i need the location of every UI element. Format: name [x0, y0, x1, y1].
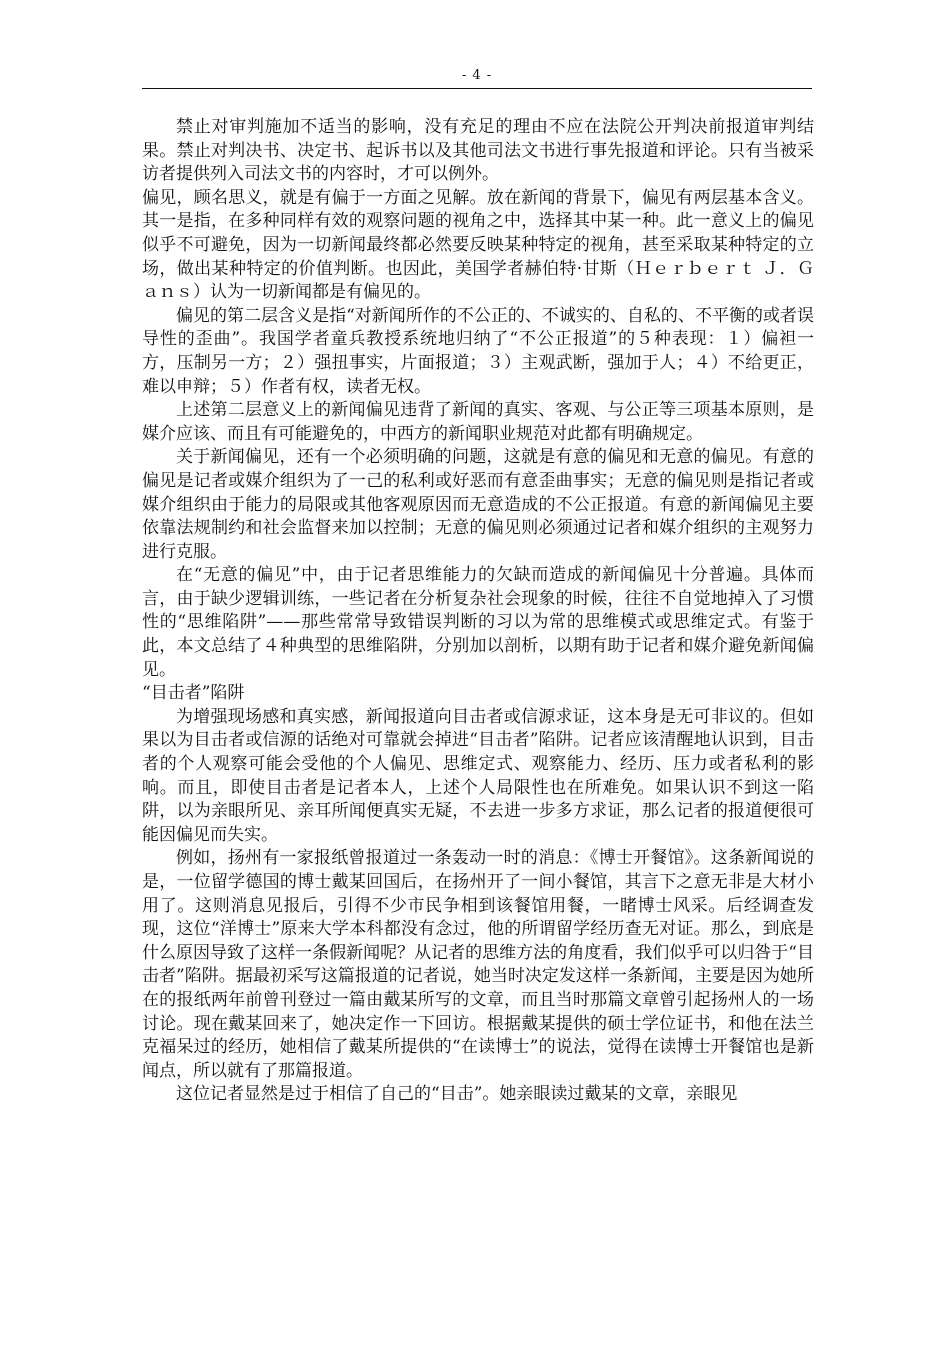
- section-heading-witness-trap: “目击者”陷阱: [142, 683, 245, 704]
- body-text: [142, 116, 814, 1107]
- paragraph-bias-second-meaning: 偏见的第二层含义是指“对新闻所作的不公正的、不诚实的、自私的、不平衡的或者误导性的歪曲”。我国学者童兵教授系统地归纳了“不公正报道”的５种表现：１）偏袒一方，压制另一方；２）强扭事实，片面报道；３）主观武断，强加于人；４）不给更正，难以申辩；５）作者有权，读者无权。: [142, 305, 814, 397]
- paragraph-thinking-traps: 在“无意的偏见”中，由于记者思维能力的欠缺而造成的新闻偏见十分普遍。具体而言，由于缺少逻辑训练，一些记者在分析复杂社会现象的时候，往往不自觉地掉入了习惯性的“思维陷阱”——那些常常导致错误判断的习以为常的思维模式或思维定式。有鉴于此，本文总结了４种典型的思维陷阱，分别加以剖析，以期有助于记者和媒介避免新闻偏见。: [142, 565, 814, 680]
- paragraph-reporter-witness: 这位记者显然是过于相信了自己的“目击”。她亲眼读过戴某的文章，亲眼见: [176, 1084, 738, 1105]
- paragraph-bias-principles: 上述第二层意义上的新闻偏见违背了新闻的真实、客观、与公正等三项基本原则，是媒介应该、而且有可能避免的，中西方的新闻职业规范对此都有明确规定。: [142, 400, 814, 444]
- page-header: [142, 67, 812, 91]
- paragraph-bias-definition: 偏见，顾名思义，就是有偏于一方面之见解。放在新闻的背景下，偏见有两层基本含义。其一是指，在多种同样有效的观察问题的视角之中，选择其中某一种。此一意义上的偏见似乎不可避免，因为一切新闻最终都必然要反映某种特定的视角，甚至采取某种特定的立场，做出某种特定的价值判断。也因此，美国学者赫伯特·甘斯（Ｈｅｒｂｅｒｔ Ｊ．Ｇａｎｓ）认为一切新闻都是有偏见的。: [142, 187, 814, 303]
- header-rule: [142, 88, 812, 89]
- paragraph-witness-trap: 为增强现场感和真实感，新闻报道向目击者或信源求证，这本身是无可非议的。但如果以为目击者或信源的话绝对可靠就会掉进“目击者”陷阱。记者应该清醒地认识到，目击者的个人观察可能会受他的个人偏见、思维定式、观察能力、经历、压力或者私利的影响。而且，即使目击者是记者本人，上述个人局限性也在所难免。如果认识不到这一陷阱，以为亲眼所见、亲耳所闻便真实无疑，不去进一步多方求证，那么记者的报道便很可能因偏见而失实。: [142, 706, 814, 845]
- paragraph-court-reporting: 禁止对审判施加不适当的影响，没有充足的理由不应在法院公开判决前报道审判结果。禁止对判决书、决定书、起诉书以及其他司法文书进行事先报道和评论。只有当被采访者提供列入司法文书的内容时，才可以例外。: [142, 117, 814, 185]
- paragraph-intentional-bias: 关于新闻偏见，还有一个必须明确的问题，这就是有意的偏见和无意的偏见。有意的偏见是记者或媒介组织为了一己的私利或好恶而有意歪曲事实；无意的偏见则是指记者或媒介组织由于能力的局限或其他客观原因而无意造成的不公正报道。有意的新闻偏见主要依靠法规制约和社会监督来加以控制；无意的偏见则必须通过记者和媒介组织的主观努力进行克服。: [142, 447, 814, 562]
- paragraph-yangzhou-example: 例如，扬州有一家报纸曾报道过一条轰动一时的消息：《博士开餐馆》。这条新闻说的是，一位留学德国的博士戴某回国后，在扬州开了一间小餐馆，其言下之意无非是大材小用了。这则消息见报后，引得不少市民争相到该餐馆用餐，一睹博士风采。后经调查发现，这位“洋博士”原来大学本科都没有念过，他的所谓留学经历查无对证。那么，到底是什么原因导致了这样一条假新闻呢？从记者的思维方法的角度看，我们似乎可以归咎于“目击者”陷阱。据最初采写这篇报道的记者说，她当时决定发这样一条新闻，主要是因为她所在的报纸两年前曾刊登过一篇由戴某所写的文章，而且当时那篇文章曾引起扬州人的一场讨论。现在戴某回来了，她决定作一下回访。根据戴某提供的硕士学位证书，和他在法兰克福呆过的经历，她相信了戴某所提供的“在读博士”的说法，觉得在读博士开餐馆也是新闻点，所以就有了那篇报道。: [142, 848, 814, 1081]
- page-number: - 4 -: [461, 68, 493, 83]
